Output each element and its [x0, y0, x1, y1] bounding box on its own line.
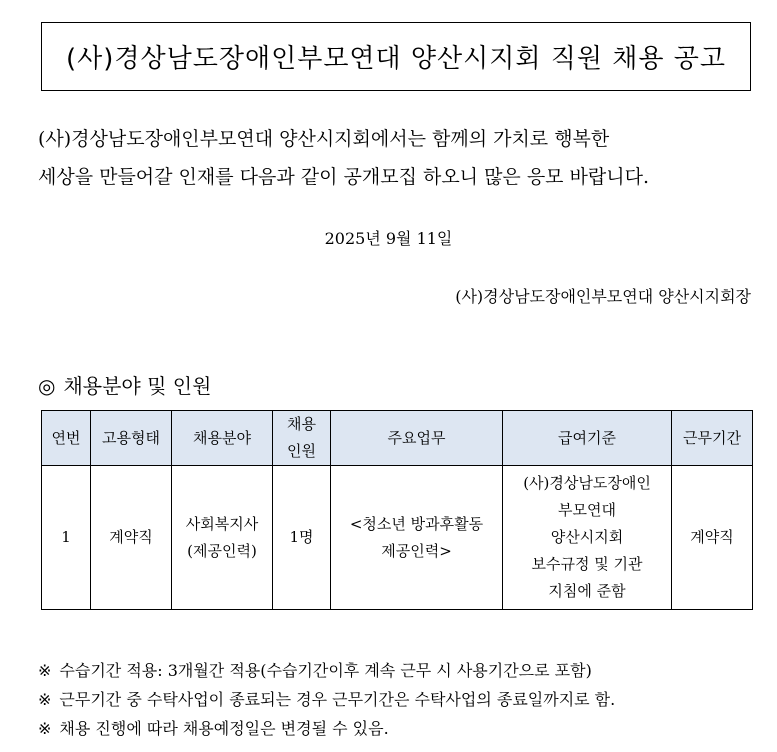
cell-no: 1 [42, 466, 91, 610]
cell-salary-line-1: (사)경상남도장애인 [523, 474, 651, 492]
cell-duties-line-2: 제공인력> [381, 541, 452, 560]
header-duties: 주요업무 [331, 411, 503, 466]
intro-line-2: 세상을 만들어갈 인재를 다음과 같이 공개모집 하오니 많은 응모 바랍니다. [38, 166, 650, 188]
header-field: 채용분야 [172, 411, 273, 466]
section-heading [38, 370, 211, 399]
notice-title-box [41, 22, 751, 91]
notice-title: (사)경상남도장애인부모연대 양산시지회 직원 채용 공고 [65, 44, 726, 74]
cell-salary [503, 466, 672, 610]
header-no: 연번 [42, 411, 91, 466]
cell-salary-line-3: 양산시지회 [550, 528, 624, 546]
cell-salary-line-2: 부모연대 [558, 501, 616, 519]
cell-field-line-2: (제공인력) [187, 541, 257, 560]
double-circle-icon: ◎ [38, 374, 56, 398]
note-text: 근무기간 중 수탁사업이 종료되는 경우 근무기간은 수탁사업의 종료일까지로 함. [59, 690, 616, 709]
header-salary: 급여기준 [503, 411, 672, 466]
reference-mark-icon: ※ [38, 661, 52, 680]
notes-list [38, 656, 615, 743]
cell-headcount: 1명 [273, 466, 331, 610]
organization-signature: (사)경상남도장애인부모연대 양산시지회장 [455, 287, 751, 306]
cell-duties [331, 466, 503, 610]
cell-employment-type: 계약직 [91, 466, 172, 610]
intro-line-1: (사)경상남도장애인부모연대 양산시지회에서는 함께의 가치로 행복한 [38, 128, 610, 150]
table-header-row [42, 411, 753, 466]
reference-mark-icon: ※ [38, 719, 52, 738]
recruitment-table [41, 410, 753, 610]
cell-duties-line-1: <청소년 방과후활동 [349, 514, 484, 533]
reference-mark-icon: ※ [38, 690, 52, 709]
header-employment-type: 고용형태 [91, 411, 172, 466]
header-headcount-line-1: 채용 [287, 415, 316, 433]
header-period: 근무기간 [672, 411, 753, 466]
header-headcount [273, 411, 331, 466]
note-text: 채용 진행에 따라 채용예정일은 변경될 수 있음. [59, 719, 389, 738]
cell-salary-line-4: 보수규정 및 기관 [531, 555, 643, 573]
note-item [38, 714, 615, 743]
intro-paragraph [38, 120, 768, 196]
cell-salary-line-5: 지침에 준함 [548, 582, 626, 600]
note-item [38, 656, 615, 685]
note-item [38, 685, 615, 714]
cell-field-line-1: 사회복지사 [185, 514, 259, 533]
header-headcount-line-2: 인원 [287, 442, 316, 460]
cell-field [172, 466, 273, 610]
section-heading-text: 채용분야 및 인원 [63, 374, 212, 398]
cell-period: 계약직 [672, 466, 753, 610]
notice-date: 2025년 9월 11일 [324, 229, 453, 248]
table-row [42, 466, 753, 610]
note-text: 수습기간 적용: 3개월간 적용(수습기간이후 계속 근무 시 사용기간으로 포함) [59, 661, 592, 680]
